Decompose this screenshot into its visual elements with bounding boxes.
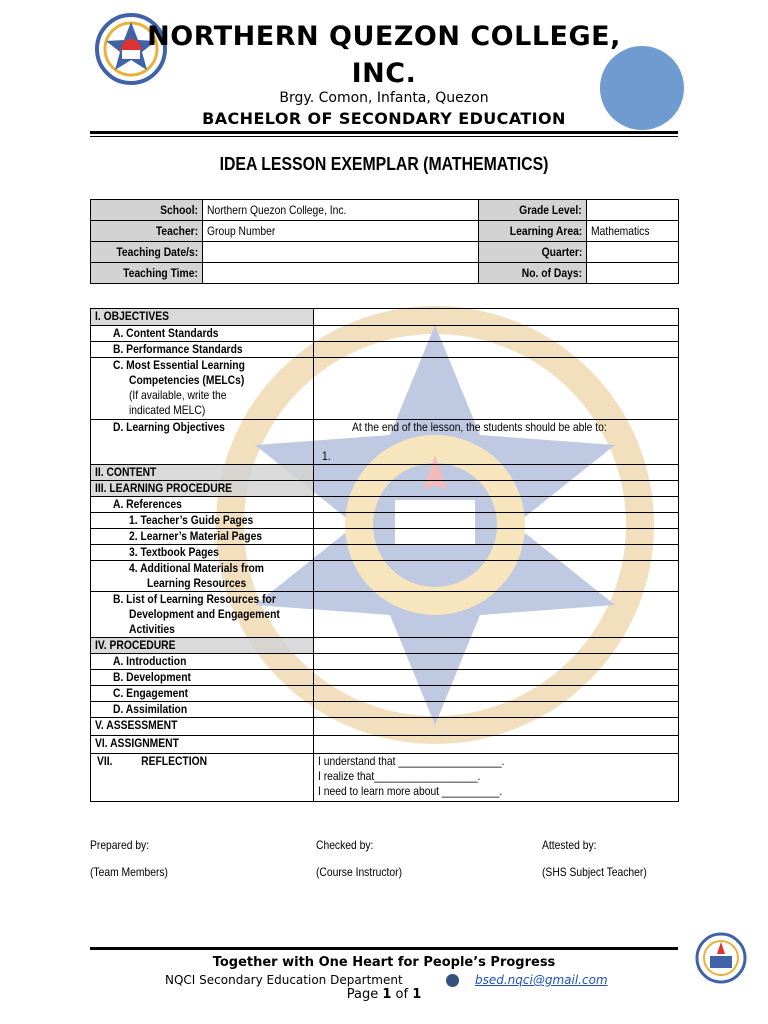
assimilation-cell[interactable]	[314, 702, 679, 718]
learning-objectives-label: D. Learning Objectives	[91, 420, 314, 465]
quarter-value[interactable]	[587, 242, 679, 263]
program-name: BACHELOR OF SECONDARY EDUCATION	[202, 109, 566, 128]
checked-by-value: (Course Instructor)	[316, 865, 403, 879]
procedure-heading: IV. PROCEDURE	[91, 638, 314, 654]
document-title: IDEA LESSON EXEMPLAR (MATHEMATICS)	[219, 154, 549, 174]
college-name: NORTHERN QUEZON COLLEGE, INC.	[147, 21, 621, 89]
header-rule-thick	[90, 131, 678, 134]
melc-cell[interactable]	[314, 358, 679, 420]
teacher-value[interactable]: Group Number	[203, 221, 479, 242]
introduction-label: A. Introduction	[91, 654, 314, 670]
page-prefix: Page	[346, 987, 383, 1002]
engagement-cell[interactable]	[314, 686, 679, 702]
footer-tagline: Together with One Heart for People’s Progress	[212, 955, 556, 970]
assimilation-label: D. Assimilation	[91, 702, 314, 718]
development-label: B. Development	[91, 670, 314, 686]
college-address: Brgy. Comon, Infanta, Quezon	[279, 90, 489, 106]
attested-by-label: Attested by:	[542, 838, 597, 852]
attested-by-value: (SHS Subject Teacher)	[542, 865, 647, 879]
prepared-by-value: (Team Members)	[90, 865, 168, 879]
info-table	[90, 199, 679, 284]
additional-materials-label: 4. Additional Materials from Learning Resources	[91, 561, 314, 592]
procedure-cell[interactable]	[314, 638, 679, 654]
content-cell[interactable]	[314, 465, 679, 481]
learning-area-label: Learning Area:	[479, 221, 587, 242]
textbook-cell[interactable]	[314, 545, 679, 561]
assessment-heading: V. ASSESSMENT	[91, 718, 314, 736]
textbook-label: 3. Textbook Pages	[91, 545, 314, 561]
learning-procedure-cell[interactable]	[314, 481, 679, 497]
teaching-time-value[interactable]	[203, 263, 479, 284]
content-heading: II. CONTENT	[91, 465, 314, 481]
school-value[interactable]: Northern Quezon College, Inc.	[203, 200, 479, 221]
footer-department: NQCI Secondary Education Department	[165, 973, 403, 987]
learning-resources-label: B. List of Learning Resources for Development and Engagement Activities	[91, 592, 314, 638]
teaching-dates-label: Teaching Date/s:	[91, 242, 203, 263]
additional-materials-cell[interactable]	[314, 561, 679, 592]
assessment-cell[interactable]	[314, 718, 679, 736]
development-cell[interactable]	[314, 670, 679, 686]
header-rule-thin	[90, 136, 678, 137]
objectives-cell[interactable]	[314, 309, 679, 326]
references-label: A. References	[91, 497, 314, 513]
learners-material-label: 2. Learner’s Material Pages	[91, 529, 314, 545]
reflection-cell[interactable]: I understand that __________________. I realize that__________________. I need to learn more about __________.	[314, 754, 679, 802]
content-standards-cell[interactable]	[314, 326, 679, 342]
page-current: 1	[382, 987, 392, 1002]
lesson-table	[90, 308, 679, 802]
teacher-label: Teacher:	[91, 221, 203, 242]
department-seal-icon	[695, 930, 747, 986]
references-cell[interactable]	[314, 497, 679, 513]
page-total: 1	[412, 987, 422, 1002]
melc-label: C. Most Essential Learning Competencies (MELCs) (If available, write the indicated MELC)	[91, 358, 314, 420]
email-icon	[446, 974, 459, 987]
days-label: No. of Days:	[479, 263, 587, 284]
checked-by-label: Checked by:	[316, 838, 374, 852]
learning-objectives-cell[interactable]: At the end of the lesson, the students should be able to: 1.	[314, 420, 679, 465]
introduction-cell[interactable]	[314, 654, 679, 670]
grade-level-value[interactable]	[587, 200, 679, 221]
learning-area-value[interactable]: Mathematics	[587, 221, 679, 242]
teachers-guide-cell[interactable]	[314, 513, 679, 529]
performance-standards-cell[interactable]	[314, 342, 679, 358]
footer-email-link[interactable]: bsed.nqci@gmail.com	[475, 973, 608, 987]
assignment-heading: VI. ASSIGNMENT	[91, 736, 314, 754]
prepared-by-label: Prepared by:	[90, 838, 150, 852]
learning-procedure-heading: III. LEARNING PROCEDURE	[91, 481, 314, 497]
footer-rule	[90, 947, 678, 950]
days-value[interactable]	[587, 263, 679, 284]
school-label: School:	[91, 200, 203, 221]
grade-level-label: Grade Level:	[479, 200, 587, 221]
objectives-heading: I. OBJECTIVES	[91, 309, 314, 326]
engagement-label: C. Engagement	[91, 686, 314, 702]
page-number	[90, 987, 678, 1002]
quarter-label: Quarter:	[479, 242, 587, 263]
learning-resources-cell[interactable]	[314, 592, 679, 638]
learners-material-cell[interactable]	[314, 529, 679, 545]
performance-standards-label: B. Performance Standards	[91, 342, 314, 358]
page-mid: of	[391, 987, 413, 1002]
teaching-time-label: Teaching Time:	[91, 263, 203, 284]
assignment-cell[interactable]	[314, 736, 679, 754]
content-standards-label: A. Content Standards	[91, 326, 314, 342]
teachers-guide-label: 1. Teacher’s Guide Pages	[91, 513, 314, 529]
reflection-heading: VII. REFLECTION	[91, 754, 314, 802]
teaching-dates-value[interactable]	[203, 242, 479, 263]
